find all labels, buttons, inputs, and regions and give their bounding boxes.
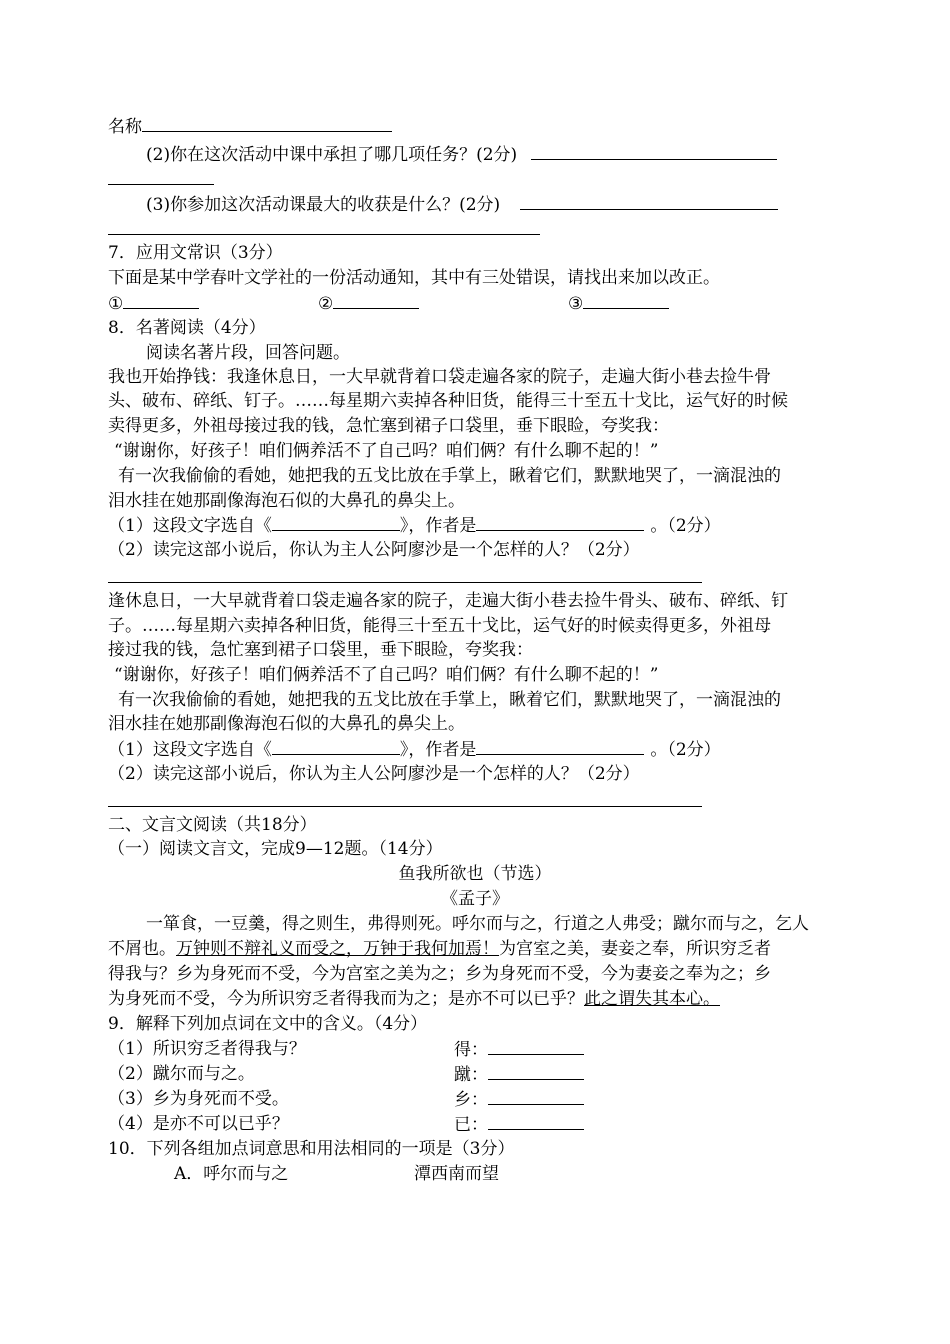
underlined-sentence: 此之谓失其本心。: [584, 989, 720, 1009]
classical-line-4: 为身死而不受，今为所识穷乏者得我而为之；是亦不可以已乎？此之谓失其本心。: [108, 989, 720, 1009]
text-author: 《孟子》: [441, 889, 509, 909]
passage1-line: “谢谢你，好孩子！咱们俩养活不了自己吗？咱们俩？有什么聊不起的！”: [114, 441, 659, 461]
q9-answer: 乡：: [454, 1087, 584, 1112]
q8-instruction: 阅读名著片段，回答问题。: [146, 343, 350, 363]
classical-line-1: 一箪食，一豆羹，得之则生，弗得则死。呼尔而与之，行道之人弗受；蹴尔而与之，乞人: [146, 914, 809, 934]
passage2-line: 有一次我偷偷的看她，她把我的五戈比放在手掌上，瞅着它们，默默地哭了，一滴混浊的: [118, 690, 781, 710]
classical-line-2: 不屑也。万钟则不辩礼义而受之，万钟于我何加焉！为宫室之美，妻妾之奉，所识穷乏者: [108, 939, 771, 959]
q7-mark-1: ①: [108, 294, 124, 314]
q9-answer: 已：: [454, 1112, 584, 1137]
q7-mark-2: ②: [318, 294, 334, 314]
name-label: 名称: [108, 117, 142, 137]
q8-title: 8．名著阅读（4分）: [108, 318, 266, 338]
q8-sub2-repeat: （2）读完这部小说后，你认为主人公阿廖沙是一个怎样的人？（2分）: [108, 764, 640, 784]
passage2-line: 子。……每星期六卖掉各种旧货，能得三十至五十戈比，运气好的时候卖得更多，外祖母: [108, 616, 771, 636]
name-line: [108, 114, 392, 139]
q10-title: 10．下列各组加点词意思和用法相同的一项是（3分）: [108, 1139, 515, 1159]
q9-answer: 得：: [454, 1037, 584, 1062]
underlined-sentence: 万钟则不辩礼义而受之，万钟于我何加焉！: [176, 939, 499, 959]
q8-sub1-repeat: （1）这段文字选自《 》，作者是 。（2分）: [108, 737, 721, 762]
q9-item: （4）是亦不可以已乎？: [108, 1114, 289, 1134]
passage2-line: 接过我的钱，急忙塞到裙子口袋里，垂下眼睑，夸奖我：: [108, 640, 533, 660]
q6-sub2-blank[interactable]: [531, 142, 777, 160]
q10-option-a: A．呼尔而与之: [174, 1164, 289, 1184]
q9-blank[interactable]: [488, 1112, 584, 1130]
passage2-line: 逢休息日，一大早就背着口袋走遍各家的院子，走遍大街小巷去捡牛骨头、破布、碎纸、钉: [108, 591, 788, 611]
passage2-line: 泪水挂在她那副像海泡石似的大鼻孔的鼻尖上。: [108, 714, 465, 734]
q10-option-a-pair: 潭西南而望: [414, 1164, 499, 1184]
q9-item: （3）乡为身死而不受。: [108, 1089, 289, 1109]
section2-part1: （一）阅读文言文，完成9—12题。（14分）: [108, 839, 443, 859]
name-blank[interactable]: [142, 114, 392, 132]
q6-sub3: (3)你参加这次活动课最大的收获是什么？(2分): [146, 192, 778, 217]
q9-title: 9．解释下列加点词在文中的含义。（4分）: [108, 1014, 428, 1034]
q7-answers: [108, 291, 199, 316]
q6-sub2-blank-cont[interactable]: [108, 184, 214, 185]
q7-answer-3: [568, 291, 669, 316]
q7-title: 7．应用文常识（3分）: [108, 243, 283, 263]
author-blank[interactable]: [476, 513, 644, 531]
passage1-line: 有一次我偷偷的看她，她把我的五戈比放在手掌上，瞅着它们，默默地哭了，一滴混浊的: [118, 466, 781, 486]
q6-sub3-blank-cont[interactable]: [108, 234, 540, 235]
q6-sub2: (2)你在这次活动中课中承担了哪几项任务？(2分): [146, 142, 777, 167]
q7-mark-3: ③: [568, 294, 584, 314]
q9-item: （1）所识穷乏者得我与？: [108, 1039, 306, 1059]
passage1-line: 头、破布、碎纸、钉子。……每星期六卖掉各种旧货，能得三十至五十戈比，运气好的时候: [108, 391, 788, 411]
classical-line-3: 得我与？乡为身死而不受，今为宫室之美为之；乡为身死而不受，今为妻妾之奉为之；乡: [108, 964, 771, 984]
section2-title: 二、文言文阅读（共18分）: [108, 815, 317, 835]
passage2-line: “谢谢你，好孩子！咱们俩养活不了自己吗？咱们俩？有什么聊不起的！”: [114, 665, 659, 685]
text-title: 鱼我所欲也（节选）: [398, 864, 552, 884]
q9-answer: 蹴：: [454, 1062, 584, 1087]
q8-sub2: （2）读完这部小说后，你认为主人公阿廖沙是一个怎样的人？（2分）: [108, 540, 640, 560]
q7-blank-3[interactable]: [583, 291, 669, 309]
q7-answer-2: [318, 291, 419, 316]
q6-sub3-blank[interactable]: [520, 192, 778, 210]
q9-blank[interactable]: [488, 1087, 584, 1105]
q9-item: （2）蹴尔而与之。: [108, 1064, 255, 1084]
passage1-line: 我也开始挣钱：我逢休息日，一大早就背着口袋走遍各家的院子，走遍大街小巷去捡牛骨: [108, 367, 771, 387]
q8-sub2-repeat-blank[interactable]: [108, 806, 702, 807]
book-title-blank[interactable]: [272, 513, 400, 531]
book-title-blank[interactable]: [272, 737, 400, 755]
q7-blank-2[interactable]: [333, 291, 419, 309]
q9-blank[interactable]: [488, 1037, 584, 1055]
passage1-line: 泪水挂在她那副像海泡石似的大鼻孔的鼻尖上。: [108, 491, 465, 511]
q9-blank[interactable]: [488, 1062, 584, 1080]
q7-blank-1[interactable]: [123, 291, 199, 309]
passage1-line: 卖得更多，外祖母接过我的钱，急忙塞到裙子口袋里，垂下眼睑，夸奖我：: [108, 416, 669, 436]
q7-instruction: 下面是某中学春叶文学社的一份活动通知，其中有三处错误，请找出来加以改正。: [108, 268, 720, 288]
q8-sub1: （1）这段文字选自《 》，作者是 。（2分）: [108, 513, 721, 538]
q8-sub2-blank[interactable]: [108, 582, 702, 583]
author-blank[interactable]: [476, 737, 644, 755]
